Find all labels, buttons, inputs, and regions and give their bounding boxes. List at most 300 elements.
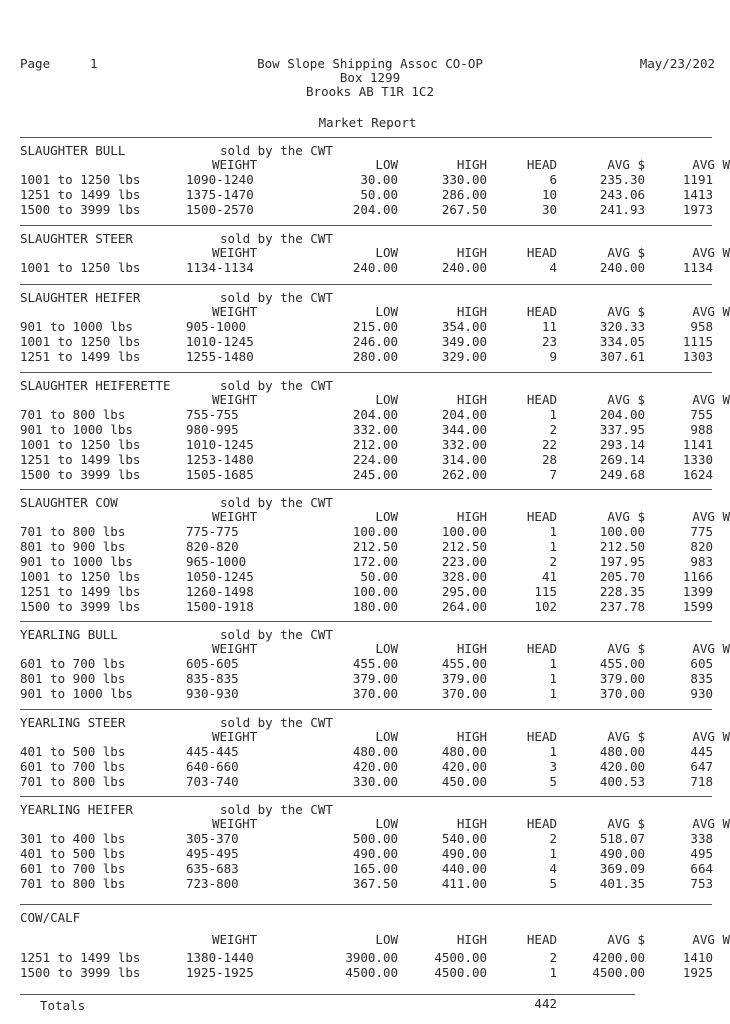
high-price: 4500.00 (434, 965, 487, 980)
column-header-high: HIGH (456, 729, 487, 744)
column-header-low: LOW (375, 641, 398, 656)
avg-price: 307.61 (599, 349, 645, 364)
avg-price: 4500.00 (592, 965, 645, 980)
weight-range: 1090-1240 (186, 172, 254, 187)
weight-class: 1251 to 1499 lbs (20, 950, 141, 965)
avg-price: 249.68 (599, 467, 645, 482)
low-price: 212.00 (352, 437, 398, 452)
avg-price: 420.00 (599, 759, 645, 774)
high-price: 264.00 (441, 599, 487, 614)
avg-price: 204.00 (599, 407, 645, 422)
high-price: 4500.00 (434, 950, 487, 965)
section-title: YEARLING BULL (20, 627, 118, 642)
high-price: 490.00 (441, 846, 487, 861)
avg-weight: 605 (690, 656, 713, 671)
column-header-avg-weight: AVG W (692, 509, 730, 524)
report-title: Market Report (318, 115, 417, 130)
weight-class: 1251 to 1499 lbs (20, 187, 141, 202)
high-price: 411.00 (441, 876, 487, 891)
low-price: 50.00 (360, 569, 398, 584)
high-price: 329.00 (441, 349, 487, 364)
column-header-avg-weight: AVG W (692, 816, 730, 831)
avg-price: 480.00 (599, 744, 645, 759)
weight-range: 495-495 (186, 846, 239, 861)
low-price: 480.00 (352, 744, 398, 759)
avg-weight: 445 (690, 744, 713, 759)
column-header-head: HEAD (526, 392, 557, 407)
head-count: 9 (549, 349, 557, 364)
section-rule (20, 621, 712, 622)
column-header-high: HIGH (456, 509, 487, 524)
avg-price: 518.07 (599, 831, 645, 846)
head-count: 2 (549, 554, 557, 569)
head-count: 5 (549, 876, 557, 891)
avg-weight: 1303 (682, 349, 713, 364)
head-count: 11 (541, 319, 557, 334)
avg-weight: 753 (690, 876, 713, 891)
weight-class: 1251 to 1499 lbs (20, 349, 141, 364)
section-title: SLAUGHTER BULL (20, 143, 126, 158)
avg-weight: 647 (690, 759, 713, 774)
head-count: 22 (541, 437, 557, 452)
weight-class: 601 to 700 lbs (20, 861, 126, 876)
avg-weight: 664 (690, 861, 713, 876)
weight-range: 1010-1245 (186, 334, 254, 349)
weight-range: 640-660 (186, 759, 239, 774)
head-count: 3 (549, 759, 557, 774)
weight-class: 1251 to 1499 lbs (20, 584, 141, 599)
weight-range: 930-930 (186, 686, 239, 701)
column-header-head: HEAD (526, 304, 557, 319)
column-header-low: LOW (375, 729, 398, 744)
high-price: 330.00 (441, 172, 487, 187)
weight-class: 1500 to 3999 lbs (20, 202, 141, 217)
avg-weight: 1330 (682, 452, 713, 467)
head-count: 4 (549, 260, 557, 275)
head-count: 1 (549, 686, 557, 701)
column-header-avg-weight: AVG W (692, 641, 730, 656)
head-count: 1 (549, 671, 557, 686)
column-header-low: LOW (375, 304, 398, 319)
weight-range: 1380-1440 (186, 950, 254, 965)
section-rule (20, 709, 712, 710)
avg-weight: 930 (690, 686, 713, 701)
weight-class: 701 to 800 lbs (20, 524, 126, 539)
weight-class: 1001 to 1250 lbs (20, 260, 141, 275)
weight-range: 723-800 (186, 876, 239, 891)
high-price: 540.00 (441, 831, 487, 846)
column-header-low: LOW (375, 932, 398, 947)
column-header-avg-weight: AVG W (692, 304, 730, 319)
weight-class: 401 to 500 lbs (20, 846, 126, 861)
avg-weight: 983 (690, 554, 713, 569)
column-header-low: LOW (375, 816, 398, 831)
sold-by-label: sold by the CWT (220, 802, 333, 817)
avg-price: 197.95 (599, 554, 645, 569)
weight-class: 701 to 800 lbs (20, 407, 126, 422)
column-header-head: HEAD (526, 157, 557, 172)
weight-range: 1134-1134 (186, 260, 254, 275)
avg-price: 269.14 (599, 452, 645, 467)
high-price: 450.00 (441, 774, 487, 789)
head-count: 102 (534, 599, 557, 614)
avg-price: 100.00 (599, 524, 645, 539)
low-price: 330.00 (352, 774, 398, 789)
avg-weight: 820 (690, 539, 713, 554)
page-number: 1 (90, 56, 98, 71)
weight-range: 820-820 (186, 539, 239, 554)
high-price: 314.00 (441, 452, 487, 467)
weight-class: 301 to 400 lbs (20, 831, 126, 846)
low-price: 3900.00 (345, 950, 398, 965)
weight-class: 701 to 800 lbs (20, 876, 126, 891)
column-header-low: LOW (375, 157, 398, 172)
head-count: 4 (549, 861, 557, 876)
section-title: COW/CALF (20, 910, 81, 925)
weight-range: 703-740 (186, 774, 239, 789)
column-header-weight: WEIGHT (212, 932, 258, 947)
column-header-weight: WEIGHT (212, 245, 258, 260)
avg-weight: 1166 (682, 569, 713, 584)
avg-price: 455.00 (599, 656, 645, 671)
head-count: 1 (549, 656, 557, 671)
weight-range: 445-445 (186, 744, 239, 759)
low-price: 4500.00 (345, 965, 398, 980)
column-header-avg-price: AVG $ (607, 245, 645, 260)
avg-weight: 338 (690, 831, 713, 846)
column-header-avg-weight: AVG W (692, 245, 730, 260)
weight-class: 1500 to 3999 lbs (20, 965, 141, 980)
totals-head: 442 (534, 996, 557, 1011)
avg-weight: 1973 (682, 202, 713, 217)
avg-weight: 495 (690, 846, 713, 861)
column-header-avg-price: AVG $ (607, 304, 645, 319)
avg-price: 241.93 (599, 202, 645, 217)
head-count: 2 (549, 831, 557, 846)
column-header-head: HEAD (526, 245, 557, 260)
avg-price: 235.30 (599, 172, 645, 187)
low-price: 224.00 (352, 452, 398, 467)
avg-price: 293.14 (599, 437, 645, 452)
section-title: SLAUGHTER HEIFER (20, 290, 141, 305)
weight-range: 1050-1245 (186, 569, 254, 584)
section-title: SLAUGHTER STEER (20, 231, 133, 246)
column-header-avg-weight: AVG W (692, 729, 730, 744)
sold-by-label: sold by the CWT (220, 231, 333, 246)
column-header-weight: WEIGHT (212, 392, 258, 407)
avg-weight: 1115 (682, 334, 713, 349)
avg-price: 237.78 (599, 599, 645, 614)
avg-weight: 1191 (682, 172, 713, 187)
weight-class: 901 to 1000 lbs (20, 422, 133, 437)
column-header-high: HIGH (456, 392, 487, 407)
head-count: 1 (549, 846, 557, 861)
weight-class: 901 to 1000 lbs (20, 319, 133, 334)
weight-class: 601 to 700 lbs (20, 656, 126, 671)
low-price: 246.00 (352, 334, 398, 349)
avg-weight: 958 (690, 319, 713, 334)
head-count: 23 (541, 334, 557, 349)
avg-price: 228.35 (599, 584, 645, 599)
weight-range: 835-835 (186, 671, 239, 686)
weight-class: 701 to 800 lbs (20, 774, 126, 789)
section-rule (20, 225, 712, 226)
avg-weight: 835 (690, 671, 713, 686)
avg-price: 205.70 (599, 569, 645, 584)
high-price: 440.00 (441, 861, 487, 876)
weight-class: 1251 to 1499 lbs (20, 452, 141, 467)
low-price: 240.00 (352, 260, 398, 275)
high-price: 262.00 (441, 467, 487, 482)
sold-by-label: sold by the CWT (220, 495, 333, 510)
weight-range: 1010-1245 (186, 437, 254, 452)
head-count: 2 (549, 422, 557, 437)
low-price: 215.00 (352, 319, 398, 334)
head-count: 28 (541, 452, 557, 467)
avg-price: 401.35 (599, 876, 645, 891)
column-header-weight: WEIGHT (212, 157, 258, 172)
head-count: 1 (549, 524, 557, 539)
low-price: 30.00 (360, 172, 398, 187)
column-header-weight: WEIGHT (212, 729, 258, 744)
weight-range: 980-995 (186, 422, 239, 437)
company-name: Bow Slope Shipping Assoc CO-OP (257, 56, 483, 71)
head-count: 1 (549, 539, 557, 554)
high-price: 212.50 (441, 539, 487, 554)
head-count: 2 (549, 950, 557, 965)
low-price: 100.00 (352, 524, 398, 539)
column-header-avg-weight: AVG W (692, 392, 730, 407)
column-header-avg-weight: AVG W (692, 157, 730, 172)
avg-weight: 1399 (682, 584, 713, 599)
section-rule (20, 372, 712, 373)
section-title: YEARLING STEER (20, 715, 126, 730)
head-count: 30 (541, 202, 557, 217)
section-rule (20, 904, 712, 905)
low-price: 455.00 (352, 656, 398, 671)
column-header-avg-price: AVG $ (607, 816, 645, 831)
column-header-avg-price: AVG $ (607, 157, 645, 172)
weight-range: 1500-1918 (186, 599, 254, 614)
column-header-head: HEAD (526, 816, 557, 831)
high-price: 204.00 (441, 407, 487, 422)
high-price: 328.00 (441, 569, 487, 584)
high-price: 240.00 (441, 260, 487, 275)
weight-class: 1500 to 3999 lbs (20, 599, 141, 614)
weight-class: 1001 to 1250 lbs (20, 172, 141, 187)
avg-price: 400.53 (599, 774, 645, 789)
weight-range: 1925-1925 (186, 965, 254, 980)
low-price: 280.00 (352, 349, 398, 364)
column-header-high: HIGH (456, 245, 487, 260)
avg-price: 379.00 (599, 671, 645, 686)
avg-weight: 1413 (682, 187, 713, 202)
weight-range: 1375-1470 (186, 187, 254, 202)
low-price: 100.00 (352, 584, 398, 599)
avg-price: 334.05 (599, 334, 645, 349)
section-title: SLAUGHTER COW (20, 495, 118, 510)
high-price: 379.00 (441, 671, 487, 686)
section-title: SLAUGHTER HEIFERETTE (20, 378, 171, 393)
column-header-low: LOW (375, 509, 398, 524)
column-header-avg-weight: AVG W (692, 932, 730, 947)
section-rule (20, 137, 712, 138)
avg-price: 4200.00 (592, 950, 645, 965)
weight-range: 1253-1480 (186, 452, 254, 467)
head-count: 7 (549, 467, 557, 482)
column-header-weight: WEIGHT (212, 509, 258, 524)
column-header-head: HEAD (526, 932, 557, 947)
low-price: 165.00 (352, 861, 398, 876)
weight-class: 801 to 900 lbs (20, 539, 126, 554)
high-price: 295.00 (441, 584, 487, 599)
sold-by-label: sold by the CWT (220, 143, 333, 158)
high-price: 480.00 (441, 744, 487, 759)
sold-by-label: sold by the CWT (220, 627, 333, 642)
weight-class: 1001 to 1250 lbs (20, 569, 141, 584)
totals-rule (20, 994, 635, 995)
avg-weight: 775 (690, 524, 713, 539)
high-price: 420.00 (441, 759, 487, 774)
company-address-line2: Brooks AB T1R 1C2 (306, 84, 434, 99)
high-price: 370.00 (441, 686, 487, 701)
column-header-high: HIGH (456, 932, 487, 947)
section-rule (20, 284, 712, 285)
avg-weight: 1624 (682, 467, 713, 482)
company-address-line1: Box 1299 (339, 70, 401, 85)
avg-price: 320.33 (599, 319, 645, 334)
column-header-head: HEAD (526, 641, 557, 656)
weight-range: 1505-1685 (186, 467, 254, 482)
sold-by-label: sold by the CWT (220, 378, 333, 393)
high-price: 286.00 (441, 187, 487, 202)
column-header-high: HIGH (456, 641, 487, 656)
totals-label: Totals (40, 998, 86, 1013)
low-price: 172.00 (352, 554, 398, 569)
avg-weight: 1410 (682, 950, 713, 965)
weight-class: 401 to 500 lbs (20, 744, 126, 759)
high-price: 344.00 (441, 422, 487, 437)
avg-price: 337.95 (599, 422, 645, 437)
weight-class: 1001 to 1250 lbs (20, 334, 141, 349)
head-count: 1 (549, 407, 557, 422)
avg-price: 370.00 (599, 686, 645, 701)
high-price: 354.00 (441, 319, 487, 334)
avg-weight: 1599 (682, 599, 713, 614)
avg-price: 369.09 (599, 861, 645, 876)
weight-range: 605-605 (186, 656, 239, 671)
weight-range: 755-755 (186, 407, 239, 422)
low-price: 204.00 (352, 202, 398, 217)
column-header-avg-price: AVG $ (607, 932, 645, 947)
head-count: 6 (549, 172, 557, 187)
weight-range: 1500-2570 (186, 202, 254, 217)
head-count: 1 (549, 965, 557, 980)
column-header-high: HIGH (456, 157, 487, 172)
weight-class: 1500 to 3999 lbs (20, 467, 141, 482)
low-price: 420.00 (352, 759, 398, 774)
avg-price: 490.00 (599, 846, 645, 861)
column-header-high: HIGH (456, 816, 487, 831)
column-header-low: LOW (375, 392, 398, 407)
column-header-low: LOW (375, 245, 398, 260)
low-price: 490.00 (352, 846, 398, 861)
column-header-weight: WEIGHT (212, 304, 258, 319)
head-count: 5 (549, 774, 557, 789)
avg-weight: 718 (690, 774, 713, 789)
weight-range: 305-370 (186, 831, 239, 846)
column-header-avg-price: AVG $ (607, 509, 645, 524)
section-title: YEARLING HEIFER (20, 802, 133, 817)
weight-class: 801 to 900 lbs (20, 671, 126, 686)
weight-class: 1001 to 1250 lbs (20, 437, 141, 452)
avg-price: 212.50 (599, 539, 645, 554)
low-price: 212.50 (352, 539, 398, 554)
weight-class: 901 to 1000 lbs (20, 554, 133, 569)
report-date: May/23/202 (639, 56, 715, 71)
avg-weight: 1925 (682, 965, 713, 980)
low-price: 500.00 (352, 831, 398, 846)
column-header-avg-price: AVG $ (607, 729, 645, 744)
avg-weight: 755 (690, 407, 713, 422)
low-price: 379.00 (352, 671, 398, 686)
section-rule (20, 796, 712, 797)
avg-price: 240.00 (599, 260, 645, 275)
page-label: Page (20, 56, 51, 71)
weight-range: 635-683 (186, 861, 239, 876)
head-count: 1 (549, 744, 557, 759)
low-price: 50.00 (360, 187, 398, 202)
head-count: 41 (541, 569, 557, 584)
weight-range: 905-1000 (186, 319, 247, 334)
high-price: 349.00 (441, 334, 487, 349)
head-count: 115 (534, 584, 557, 599)
column-header-weight: WEIGHT (212, 816, 258, 831)
high-price: 267.50 (441, 202, 487, 217)
low-price: 180.00 (352, 599, 398, 614)
low-price: 367.50 (352, 876, 398, 891)
column-header-head: HEAD (526, 729, 557, 744)
column-header-avg-price: AVG $ (607, 392, 645, 407)
sold-by-label: sold by the CWT (220, 715, 333, 730)
column-header-high: HIGH (456, 304, 487, 319)
weight-range: 1260-1498 (186, 584, 254, 599)
weight-range: 965-1000 (186, 554, 247, 569)
low-price: 204.00 (352, 407, 398, 422)
head-count: 10 (541, 187, 557, 202)
weight-range: 1255-1480 (186, 349, 254, 364)
high-price: 100.00 (441, 524, 487, 539)
section-rule (20, 489, 712, 490)
column-header-avg-price: AVG $ (607, 641, 645, 656)
avg-price: 243.06 (599, 187, 645, 202)
avg-weight: 988 (690, 422, 713, 437)
low-price: 370.00 (352, 686, 398, 701)
high-price: 223.00 (441, 554, 487, 569)
sold-by-label: sold by the CWT (220, 290, 333, 305)
column-header-head: HEAD (526, 509, 557, 524)
high-price: 455.00 (441, 656, 487, 671)
weight-range: 775-775 (186, 524, 239, 539)
high-price: 332.00 (441, 437, 487, 452)
column-header-weight: WEIGHT (212, 641, 258, 656)
low-price: 332.00 (352, 422, 398, 437)
low-price: 245.00 (352, 467, 398, 482)
weight-class: 901 to 1000 lbs (20, 686, 133, 701)
avg-weight: 1134 (682, 260, 713, 275)
avg-weight: 1141 (682, 437, 713, 452)
weight-class: 601 to 700 lbs (20, 759, 126, 774)
